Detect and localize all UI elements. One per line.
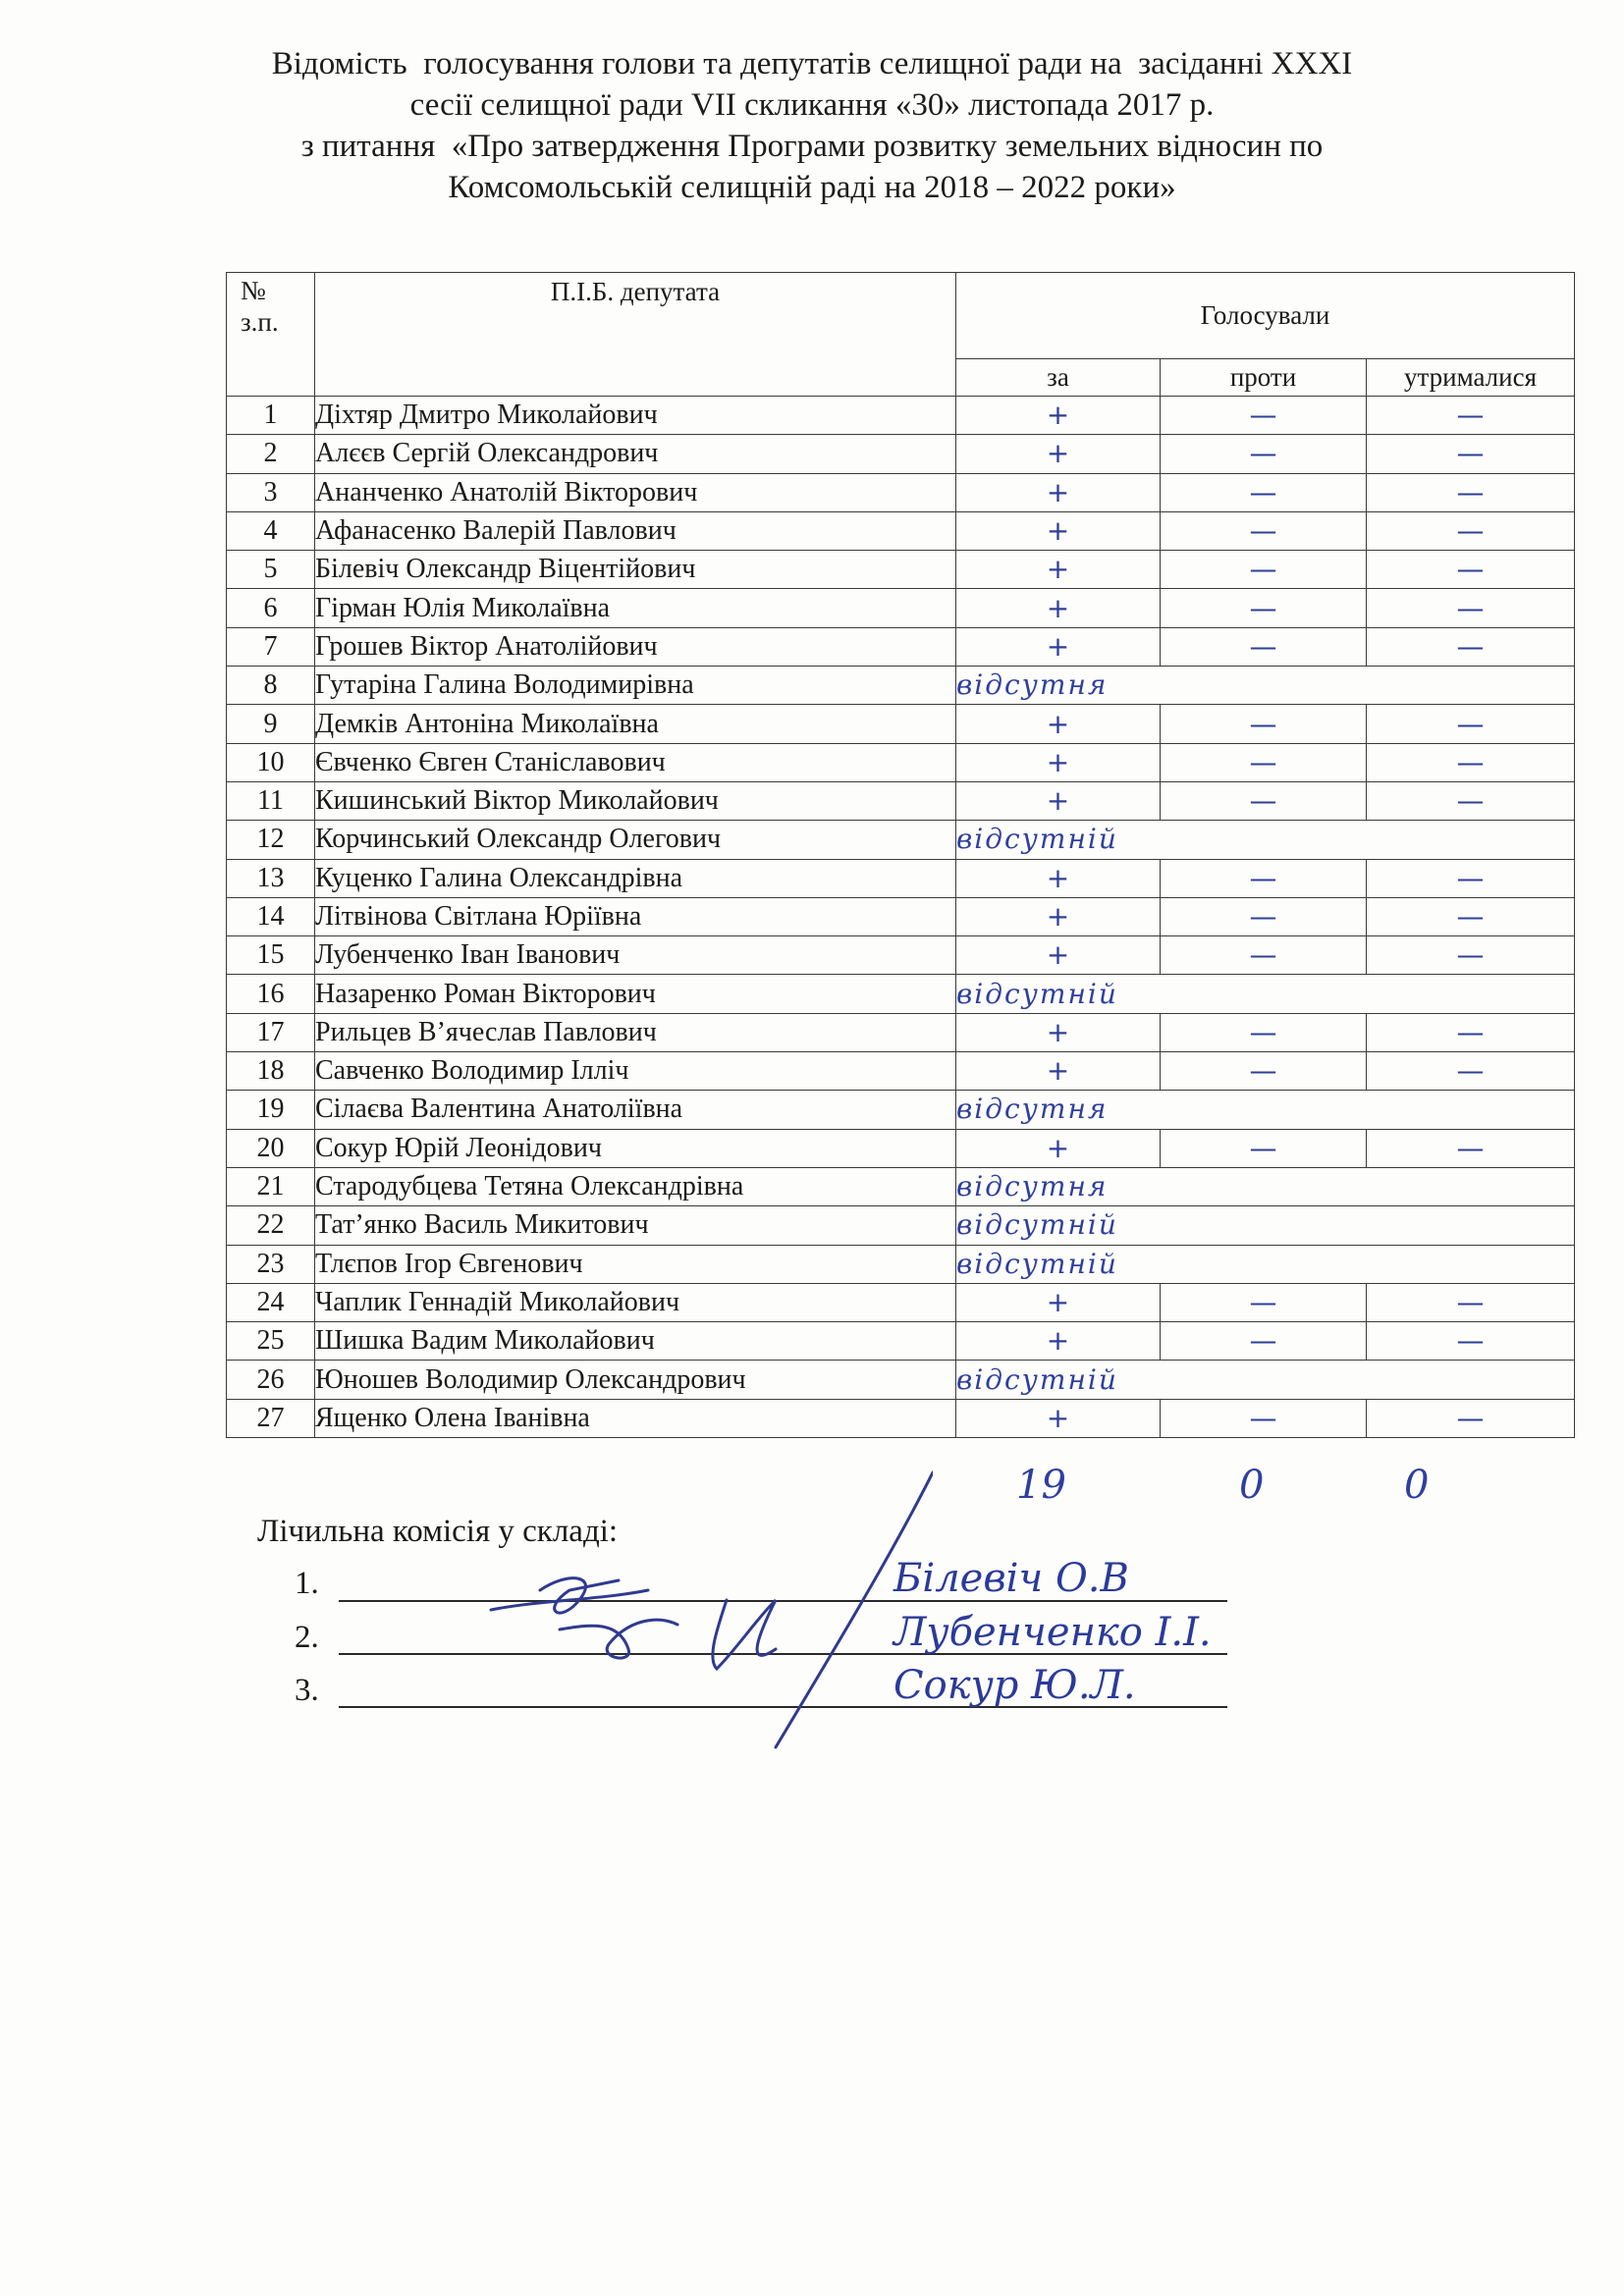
vote-abstain-mark: — (1456, 1015, 1485, 1048)
vote-for-mark: + (1046, 629, 1070, 663)
commission-label: Лічильна комісія у складі: (257, 1514, 619, 1549)
vote-for-mark: + (1046, 514, 1070, 548)
vote-against-mark: — (1249, 1054, 1277, 1088)
absent-mark: відсутня (956, 667, 1575, 705)
vote-abstain (1367, 511, 1575, 550)
vote-against-mark: — (1249, 1401, 1277, 1434)
vote-abstain-mark: — (1456, 1131, 1485, 1164)
row-number: 2 (227, 435, 315, 473)
vote-against (1161, 435, 1367, 473)
absent-mark: відсутній (956, 1206, 1575, 1245)
signature-stroke-4 (713, 1600, 776, 1669)
vote-for-mark: + (1046, 1054, 1070, 1088)
vote-against (1161, 1283, 1367, 1321)
vote-against (1161, 1399, 1367, 1437)
header-number (227, 273, 315, 397)
vote-for-mark: + (1046, 1401, 1070, 1434)
vote-against-mark: — (1249, 707, 1277, 740)
vote-for-mark: + (1046, 475, 1070, 508)
vote-abstain (1367, 589, 1575, 627)
vote-abstain-mark: — (1456, 629, 1485, 663)
table-row (227, 1129, 1575, 1167)
table-row (227, 473, 1575, 511)
deputy-name: Літвінова Світлана Юріївна (315, 897, 956, 935)
row-number: 5 (227, 551, 315, 589)
voting-table (226, 272, 1575, 1438)
vote-against-mark: — (1249, 629, 1277, 663)
deputy-name: Лубенченко Іван Іванович (315, 936, 956, 975)
member-signature-name-1: Білевіч О.В (893, 1556, 1129, 1601)
vote-abstain-mark: — (1456, 745, 1485, 778)
absent-mark: відсутня (956, 1091, 1575, 1129)
vote-abstain (1367, 1013, 1575, 1051)
row-number: 19 (227, 1091, 315, 1129)
vote-abstain-mark: — (1456, 475, 1485, 508)
deputy-name: Афанасенко Валерій Павлович (315, 511, 956, 550)
row-number: 3 (227, 473, 315, 511)
vote-against (1161, 859, 1367, 897)
deputy-name: Юношев Володимир Олександрович (315, 1361, 956, 1399)
table-row (227, 1245, 1575, 1283)
vote-for-mark: + (1046, 553, 1070, 586)
vote-abstain-mark: — (1456, 784, 1485, 818)
row-number: 1 (227, 397, 315, 435)
member-signature-name-3: Сокур Ю.Л. (893, 1663, 1136, 1708)
vote-for-mark: + (1046, 1324, 1070, 1358)
title-line-2: сесії селищної ради VII скликання «30» листопада 2017 р. (409, 87, 1215, 123)
row-number: 12 (227, 821, 315, 859)
vote-against (1161, 511, 1367, 550)
vote-for (956, 1283, 1161, 1321)
vote-for (956, 1322, 1161, 1361)
deputy-name: Рильцев В’ячеслав Павлович (315, 1013, 956, 1051)
row-number: 6 (227, 589, 315, 627)
deputy-name: Ященко Олена Іванівна (315, 1399, 956, 1437)
handwritten-signatures (481, 1453, 933, 1767)
header-voted: Голосували (956, 273, 1575, 359)
deputy-name: Тат’янко Василь Микитович (315, 1206, 956, 1245)
vote-abstain (1367, 1322, 1575, 1361)
vote-abstain (1367, 1129, 1575, 1167)
table-row (227, 781, 1575, 820)
vote-for (956, 859, 1161, 897)
vote-abstain (1367, 743, 1575, 781)
vote-against-mark: — (1249, 938, 1277, 972)
row-number: 27 (227, 1399, 315, 1437)
vote-abstain (1367, 781, 1575, 820)
table-row (227, 1399, 1575, 1437)
title-line-1: Відомість голосування голови та депутатів селищної ради на засіданні XXXI (271, 46, 1353, 81)
row-number: 17 (227, 1013, 315, 1051)
vote-against (1161, 1013, 1367, 1051)
table-row (227, 1206, 1575, 1245)
vote-for-mark: + (1046, 1131, 1070, 1164)
table-row (227, 1322, 1575, 1361)
table-row (227, 1013, 1575, 1051)
header-abstain: утрималися (1367, 359, 1575, 397)
vote-for (956, 511, 1161, 550)
vote-for-mark: + (1046, 900, 1070, 933)
header-number-abbr: з.п. (241, 307, 279, 337)
deputy-rows (227, 397, 1575, 1438)
title-line-3: з питання «Про затвердження Програми розвитку земельних відносин по (300, 129, 1324, 164)
vote-against-mark: — (1249, 861, 1277, 894)
vote-against-mark: — (1249, 1015, 1277, 1048)
vote-abstain-mark: — (1456, 707, 1485, 740)
vote-against-mark: — (1249, 437, 1277, 470)
deputy-name: Грошев Віктор Анатолійович (315, 627, 956, 666)
vote-against-mark: — (1249, 745, 1277, 778)
table-row (227, 627, 1575, 666)
vote-for (956, 435, 1161, 473)
vote-against-mark: — (1249, 900, 1277, 933)
vote-abstain (1367, 1052, 1575, 1091)
row-number: 4 (227, 511, 315, 550)
vote-against (1161, 936, 1367, 975)
deputy-name: Кишинський Віктор Миколайович (315, 781, 956, 820)
vote-against (1161, 627, 1367, 666)
vote-against-mark: — (1249, 1131, 1277, 1164)
deputy-name: Євченко Євген Станіславович (315, 743, 956, 781)
vote-against (1161, 897, 1367, 935)
vote-abstain-mark: — (1456, 1054, 1485, 1088)
table-row (227, 897, 1575, 935)
vote-against (1161, 743, 1367, 781)
deputy-name: Назаренко Роман Вікторович (315, 975, 956, 1013)
vote-abstain-mark: — (1456, 514, 1485, 548)
row-number: 14 (227, 897, 315, 935)
vote-for (956, 397, 1161, 435)
vote-against-mark: — (1249, 399, 1277, 432)
table-row (227, 397, 1575, 435)
member-number-1: 1. (295, 1566, 319, 1601)
deputy-name: Тлєпов Ігор Євгенович (315, 1245, 956, 1283)
header-for: за (956, 359, 1161, 397)
row-number: 11 (227, 781, 315, 820)
vote-against-mark: — (1249, 784, 1277, 818)
vote-abstain (1367, 705, 1575, 743)
header-deputy-name: П.І.Б. депутата (315, 273, 956, 397)
vote-against (1161, 551, 1367, 589)
deputy-name: Савченко Володимир Ілліч (315, 1052, 956, 1091)
vote-for (956, 936, 1161, 975)
header-against: проти (1161, 359, 1367, 397)
vote-against (1161, 1129, 1367, 1167)
table-row (227, 975, 1575, 1013)
table-row (227, 435, 1575, 473)
vote-for-mark: + (1046, 591, 1070, 624)
table-row (227, 705, 1575, 743)
vote-against (1161, 473, 1367, 511)
absent-mark: відсутня (956, 1167, 1575, 1205)
vote-against (1161, 781, 1367, 820)
vote-against (1161, 589, 1367, 627)
absent-mark: відсутній (956, 821, 1575, 859)
deputy-name: Демків Антоніна Миколаївна (315, 705, 956, 743)
vote-abstain-mark: — (1456, 437, 1485, 470)
vote-abstain (1367, 473, 1575, 511)
table-row (227, 859, 1575, 897)
table-row (227, 743, 1575, 781)
vote-for (956, 589, 1161, 627)
table-row (227, 1052, 1575, 1091)
deputy-name: Алєєв Сергій Олександрович (315, 435, 956, 473)
vote-for-mark: + (1046, 784, 1070, 818)
row-number: 8 (227, 667, 315, 705)
table-row (227, 1167, 1575, 1205)
vote-abstain-mark: — (1456, 591, 1485, 624)
row-number: 18 (227, 1052, 315, 1091)
vote-against-mark: — (1249, 1285, 1277, 1318)
vote-abstain (1367, 936, 1575, 975)
total-against: 0 (1239, 1463, 1265, 1508)
table-row (227, 1283, 1575, 1321)
document-title (0, 43, 1624, 208)
table-row (227, 511, 1575, 550)
vote-for (956, 897, 1161, 935)
vote-for (956, 781, 1161, 820)
row-number: 21 (227, 1167, 315, 1205)
vote-for (956, 705, 1161, 743)
deputy-name: Ананченко Анатолій Вікторович (315, 473, 956, 511)
table-row (227, 589, 1575, 627)
vote-against (1161, 1052, 1367, 1091)
deputy-name: Гірман Юлія Миколаївна (315, 589, 956, 627)
row-number: 24 (227, 1283, 315, 1321)
vote-for (956, 1399, 1161, 1437)
table-row (227, 821, 1575, 859)
vote-for-mark: + (1046, 861, 1070, 894)
signature-stroke-5 (776, 1472, 933, 1747)
vote-for-mark: + (1046, 1015, 1070, 1048)
vote-against-mark: — (1249, 514, 1277, 548)
vote-abstain (1367, 859, 1575, 897)
vote-abstain-mark: — (1456, 861, 1485, 894)
total-abstain: 0 (1404, 1463, 1430, 1508)
row-number: 13 (227, 859, 315, 897)
row-number: 26 (227, 1361, 315, 1399)
vote-abstain (1367, 435, 1575, 473)
row-number: 25 (227, 1322, 315, 1361)
vote-for-mark: + (1046, 1285, 1070, 1318)
row-number: 10 (227, 743, 315, 781)
vote-abstain (1367, 897, 1575, 935)
vote-against-mark: — (1249, 553, 1277, 586)
vote-for (956, 1013, 1161, 1051)
vote-for (956, 1052, 1161, 1091)
vote-against (1161, 397, 1367, 435)
vote-for-mark: + (1046, 745, 1070, 778)
row-number: 7 (227, 627, 315, 666)
vote-for (956, 551, 1161, 589)
header-number-symbol: № (241, 276, 266, 305)
deputy-name: Білевіч Олександр Віцентійович (315, 551, 956, 589)
total-for: 19 (1016, 1463, 1066, 1508)
vote-for-mark: + (1046, 707, 1070, 740)
vote-against (1161, 705, 1367, 743)
table-row (227, 667, 1575, 705)
deputy-name: Діхтяр Дмитро Миколайович (315, 397, 956, 435)
vote-against-mark: — (1249, 591, 1277, 624)
vote-for-mark: + (1046, 437, 1070, 470)
vote-abstain (1367, 551, 1575, 589)
vote-against-mark: — (1249, 475, 1277, 508)
vote-abstain-mark: — (1456, 399, 1485, 432)
member-number-2: 2. (295, 1620, 319, 1655)
vote-abstain-mark: — (1456, 1285, 1485, 1318)
title-line-4: Комсомольській селищній раді на 2018 – 2022 роки» (448, 170, 1176, 205)
absent-mark: відсутній (956, 975, 1575, 1013)
vote-for-mark: + (1046, 399, 1070, 432)
table-row (227, 1361, 1575, 1399)
vote-abstain (1367, 627, 1575, 666)
absent-mark: відсутній (956, 1361, 1575, 1399)
vote-abstain-mark: — (1456, 1324, 1485, 1358)
deputy-name: Корчинський Олександр Олегович (315, 821, 956, 859)
vote-abstain (1367, 1283, 1575, 1321)
row-number: 20 (227, 1129, 315, 1167)
deputy-name: Шишка Вадим Миколайович (315, 1322, 956, 1361)
table-row (227, 936, 1575, 975)
row-number: 22 (227, 1206, 315, 1245)
vote-for (956, 473, 1161, 511)
vote-for-mark: + (1046, 938, 1070, 972)
vote-for (956, 627, 1161, 666)
row-number: 15 (227, 936, 315, 975)
vote-against (1161, 1322, 1367, 1361)
vote-for (956, 743, 1161, 781)
deputy-name: Стародубцева Тетяна Олександрівна (315, 1167, 956, 1205)
table-row (227, 1091, 1575, 1129)
vote-for (956, 1129, 1161, 1167)
deputy-name: Сілаєва Валентина Анатоліївна (315, 1091, 956, 1129)
vote-abstain (1367, 1399, 1575, 1437)
vote-against-mark: — (1249, 1324, 1277, 1358)
row-number: 9 (227, 705, 315, 743)
vote-abstain-mark: — (1456, 1401, 1485, 1434)
signature-stroke-2 (491, 1590, 648, 1610)
deputy-name: Гутаріна Галина Володимирівна (315, 667, 956, 705)
row-number: 23 (227, 1245, 315, 1283)
vote-abstain (1367, 397, 1575, 435)
signature-stroke-3 (560, 1620, 677, 1658)
member-signature-name-2: Лубенченко І.І. (893, 1610, 1212, 1655)
table-row (227, 551, 1575, 589)
deputy-name: Чаплик Геннадій Миколайович (315, 1283, 956, 1321)
deputy-name: Сокур Юрій Леонідович (315, 1129, 956, 1167)
member-number-3: 3. (295, 1673, 319, 1708)
vote-abstain-mark: — (1456, 553, 1485, 586)
vote-abstain-mark: — (1456, 900, 1485, 933)
absent-mark: відсутній (956, 1245, 1575, 1283)
deputy-name: Куценко Галина Олександрівна (315, 859, 956, 897)
vote-abstain-mark: — (1456, 938, 1485, 972)
row-number: 16 (227, 975, 315, 1013)
